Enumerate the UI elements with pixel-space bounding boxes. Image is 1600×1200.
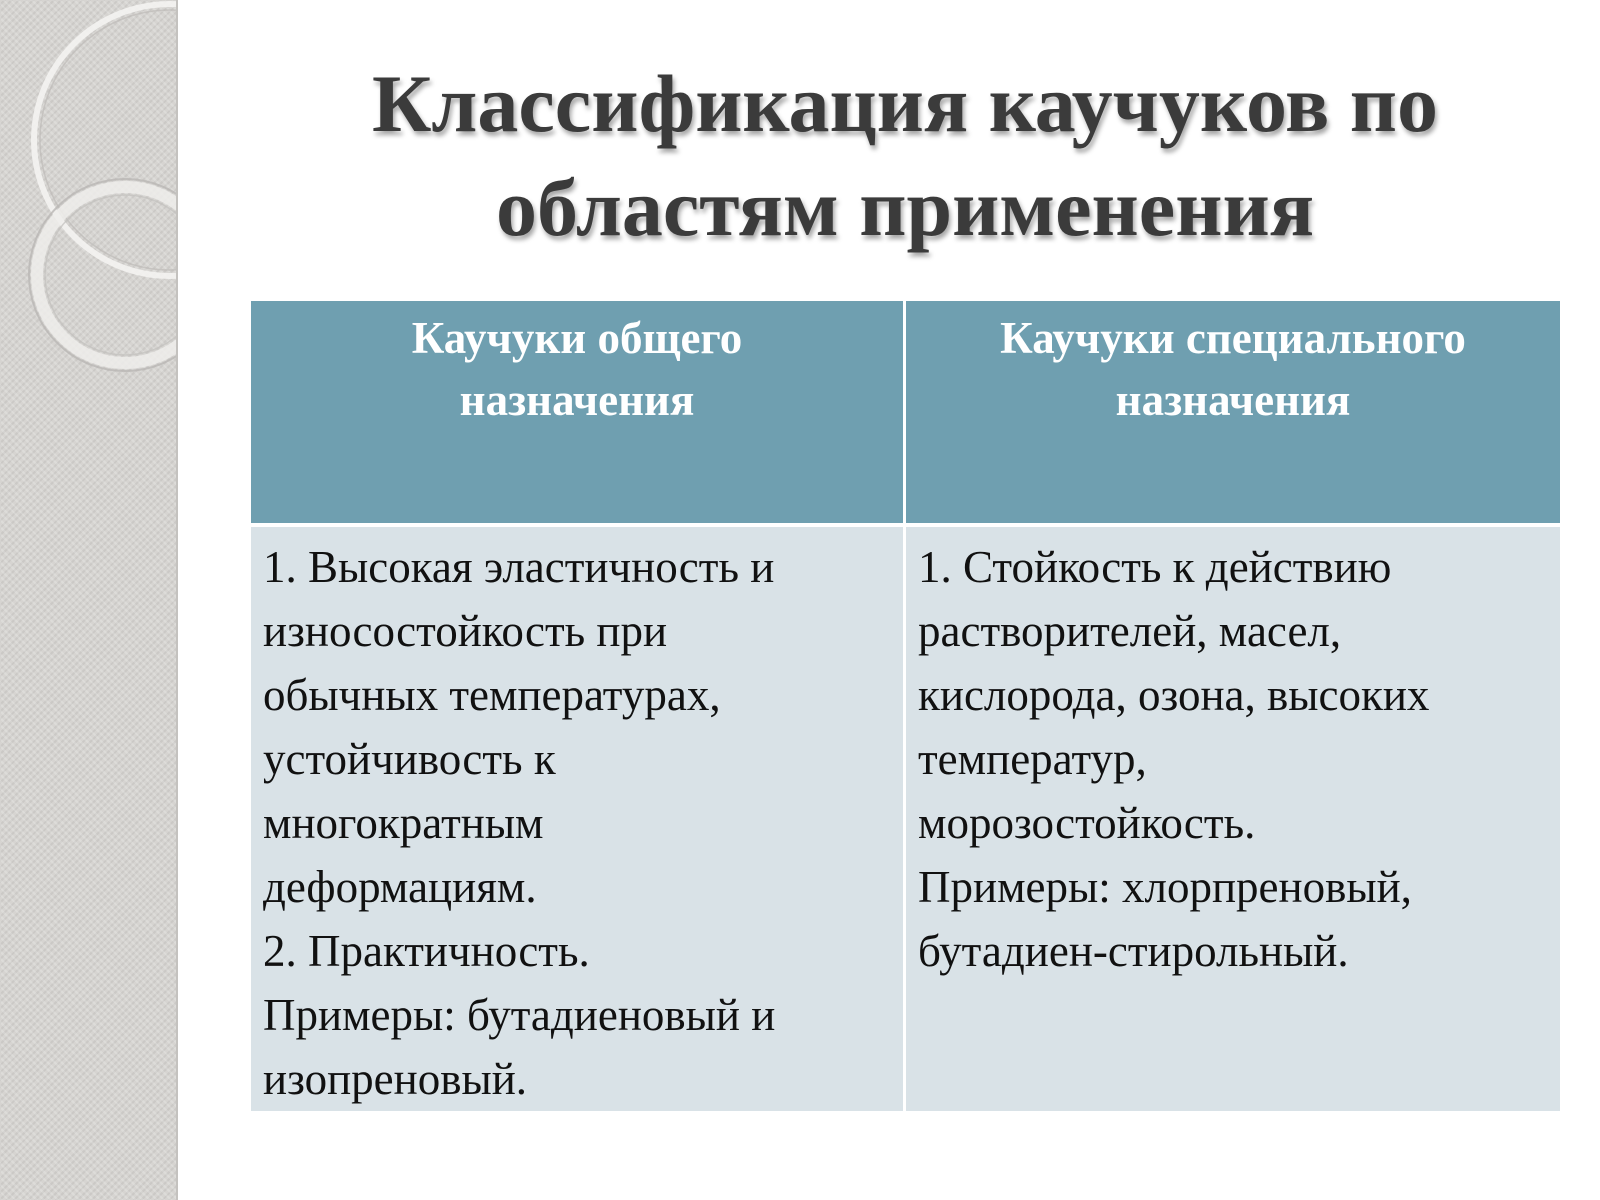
table-header-row [251, 301, 1560, 527]
cell-line: обычных температурах, [263, 670, 721, 720]
header-general-purpose [251, 301, 906, 527]
header-line: назначения [1115, 375, 1351, 425]
cell-line: температур, [918, 734, 1147, 784]
cell-line: изопреновый. [263, 1054, 528, 1104]
table-row [251, 527, 1560, 1111]
classification-table [251, 301, 1560, 1111]
header-line: Каучуки специального [1000, 313, 1466, 363]
slide-title-line-1: Классификация каучуков по [371, 58, 1439, 149]
cell-line: растворителей, масел, [918, 606, 1342, 656]
cell-line: 2. Практичность. [263, 926, 590, 976]
cell-line: кислорода, озона, высоких [918, 670, 1430, 720]
cell-line: Примеры: бутадиеновый и [263, 990, 776, 1040]
cell-line: устойчивость к [263, 734, 556, 784]
decorative-side-strip [0, 0, 178, 1200]
header-line: Каучуки общего [411, 313, 743, 363]
cell-line: износостойкость при [263, 606, 668, 656]
header-line: назначения [459, 375, 695, 425]
decorative-rings [0, 0, 178, 420]
cell-line: 1. Стойкость к действию [918, 542, 1392, 592]
cell-general-purpose [251, 527, 906, 1111]
cell-special-purpose [906, 527, 1560, 1111]
cell-line: 1. Высокая эластичность и [263, 542, 775, 592]
cell-line: деформациям. [263, 862, 537, 912]
cell-line: Примеры: хлорпреновый, [918, 862, 1412, 912]
header-special-purpose [906, 301, 1560, 527]
slide-title-line-2: областям применения [495, 162, 1315, 253]
cell-line: морозостойкость. [918, 798, 1256, 848]
cell-line: многократным [263, 798, 544, 848]
slide-title [250, 52, 1560, 260]
cell-line: бутадиен-стирольный. [918, 926, 1349, 976]
